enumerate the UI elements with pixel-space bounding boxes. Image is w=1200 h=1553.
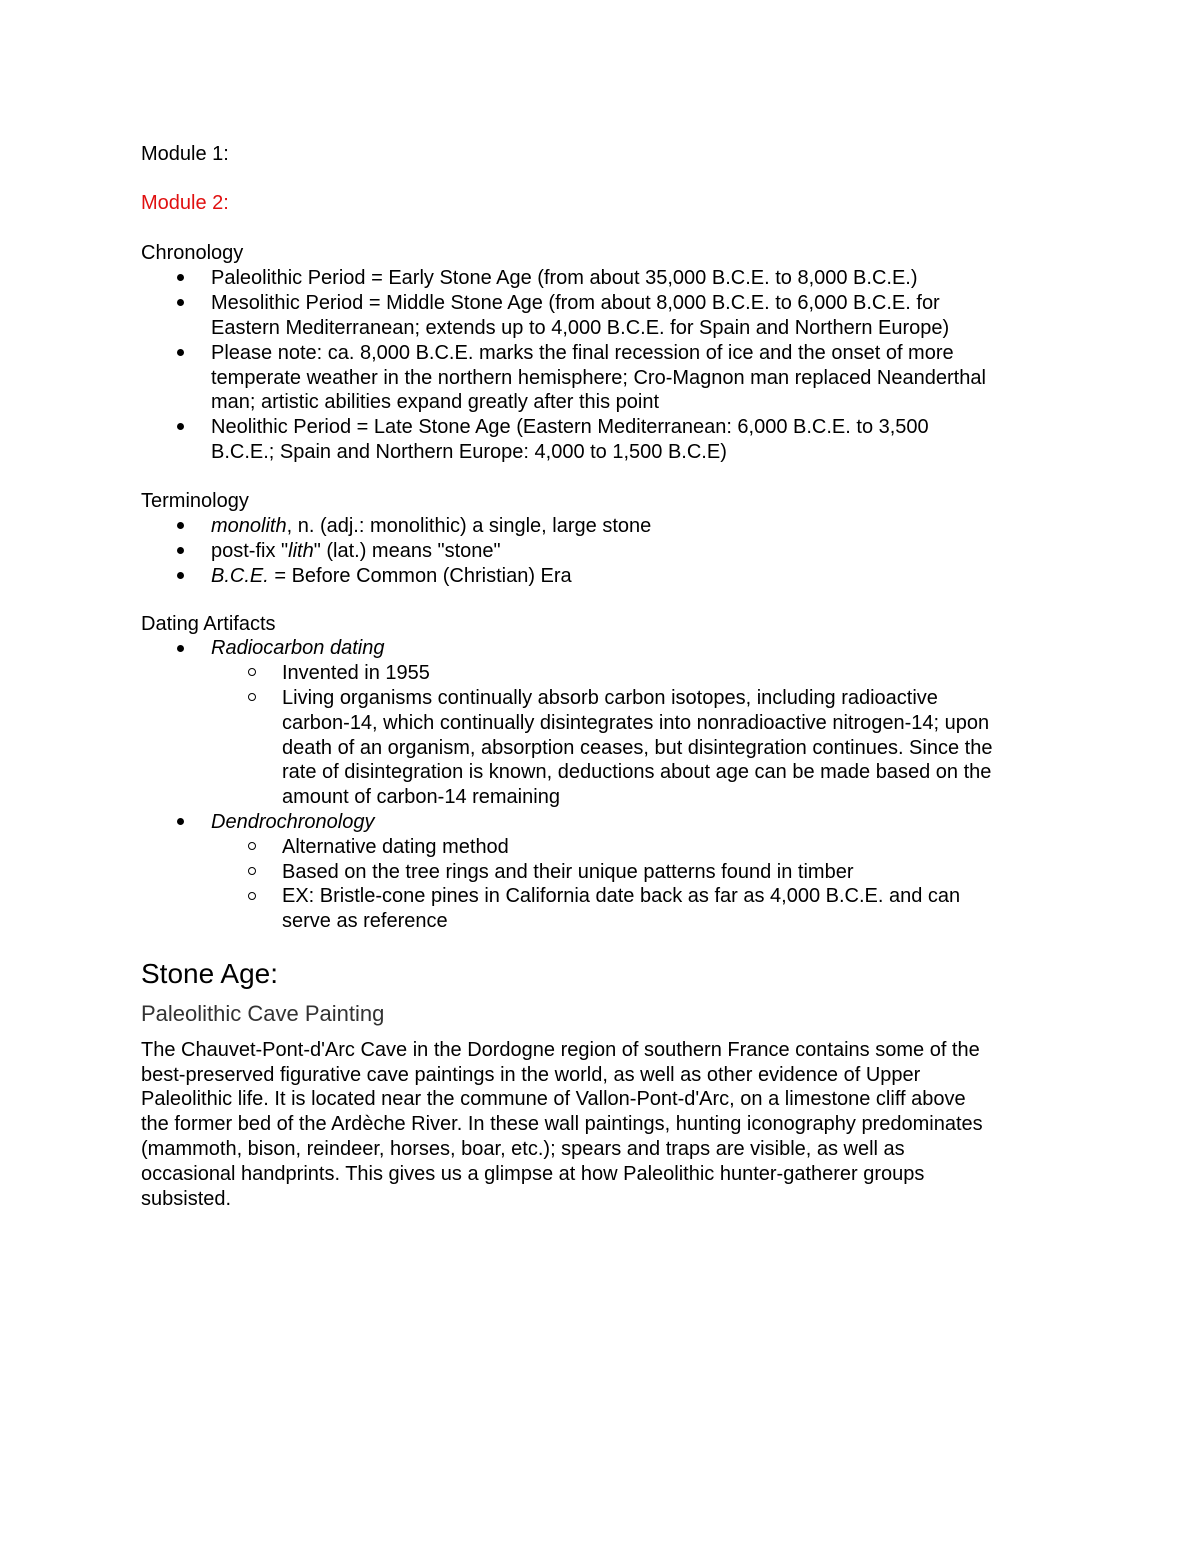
stone-age-heading: Stone Age: <box>141 958 279 989</box>
circle-bullet-icon <box>248 693 256 701</box>
paragraph-line-3: Paleolithic life. It is located near the commune of Vallon-Pont-d'Arc, on a limestone cliff above <box>141 1088 966 1110</box>
radiocarbon-sub-2-line-5: amount of carbon-14 remaining <box>282 786 560 808</box>
bullet-icon <box>177 349 184 356</box>
radiocarbon-term: Radiocarbon dating <box>211 637 385 659</box>
dating-heading: Dating Artifacts <box>141 613 276 635</box>
dendro-sub-3-line-2: serve as reference <box>282 910 448 932</box>
dendro-label <box>211 810 374 835</box>
circle-bullet-icon <box>248 892 256 900</box>
chronology-item-1-line-1: Paleolithic Period = Early Stone Age (from about 35,000 B.C.E. to 8,000 B.C.E.) <box>211 267 918 289</box>
chronology-item-4-line-2: B.C.E.; Spain and Northern Europe: 4,000 to 1,500 B.C.E) <box>211 441 727 463</box>
paragraph-line-4: the former bed of the Ardèche River. In these wall paintings, hunting iconography predominates <box>141 1113 983 1135</box>
bullet-icon <box>177 572 184 579</box>
radiocarbon-sub-2-line-2: carbon-14, which continually disintegrates into nonradioactive nitrogen-14; upon <box>282 712 990 734</box>
dendro-sub-3-line-1: EX: Bristle-cone pines in California date back as far as 4,000 B.C.E. and can <box>282 885 961 907</box>
bullet-icon <box>177 423 184 430</box>
term-lith-definition: " (lat.) means "stone" <box>313 540 501 562</box>
dendro-sub-2: Based on the tree rings and their unique patterns found in timber <box>282 861 854 883</box>
bullet-icon <box>177 818 184 825</box>
chronology-item-3-line-3: man; artistic abilities expand greatly after this point <box>211 391 659 413</box>
bullet-icon <box>177 274 184 281</box>
radiocarbon-label <box>211 636 384 661</box>
term-lith: lith <box>288 540 314 562</box>
term-bce-definition: = Before Common (Christian) Era <box>268 565 572 587</box>
circle-bullet-icon <box>248 668 256 676</box>
circle-bullet-icon <box>248 842 256 850</box>
paragraph-line-1: The Chauvet-Pont-d'Arc Cave in the Dordogne region of southern France contains some of the <box>141 1039 980 1061</box>
paragraph-line-2: best-preserved figurative cave paintings in the world, as well as other evidence of Upper <box>141 1064 921 1086</box>
term-bce: B.C.E. <box>211 565 269 587</box>
cave-painting-subheading: Paleolithic Cave Painting <box>141 1001 385 1026</box>
term-lith-prefix: post-fix " <box>211 540 289 562</box>
chronology-item-2-line-1: Mesolithic Period = Middle Stone Age (from about 8,000 B.C.E. to 6,000 B.C.E. for <box>211 292 940 314</box>
term-monolith: monolith <box>211 515 287 537</box>
bullet-icon <box>177 645 184 652</box>
module-2-label: Module 2: <box>141 192 229 214</box>
terminology-heading: Terminology <box>141 490 249 512</box>
terminology-item-lith <box>211 539 501 564</box>
module-1-label: Module 1: <box>141 143 229 165</box>
chronology-item-2-line-2: Eastern Mediterranean; extends up to 4,000 B.C.E. for Spain and Northern Europe) <box>211 317 950 339</box>
bullet-icon <box>177 547 184 554</box>
chronology-item-3-line-1: Please note: ca. 8,000 B.C.E. marks the final recession of ice and the onset of more <box>211 342 954 364</box>
circle-bullet-icon <box>248 867 256 875</box>
terminology-item-monolith <box>211 514 651 539</box>
chronology-item-4-line-1: Neolithic Period = Late Stone Age (Eastern Mediterranean: 6,000 B.C.E. to 3,500 <box>211 416 929 438</box>
radiocarbon-sub-1: Invented in 1955 <box>282 662 430 684</box>
dendro-term: Dendrochronology <box>211 811 375 833</box>
bullet-icon <box>177 522 184 529</box>
radiocarbon-sub-2-line-3: death of an organism, absorption ceases, but disintegration continues. Since the <box>282 737 993 759</box>
terminology-item-bce <box>211 564 572 589</box>
term-monolith-definition: , n. (adj.: monolithic) a single, large stone <box>286 515 652 537</box>
radiocarbon-sub-2-line-1: Living organisms continually absorb carbon isotopes, including radioactive <box>282 687 938 709</box>
paragraph-line-7: subsisted. <box>141 1188 232 1210</box>
chronology-item-3-line-2: temperate weather in the northern hemisphere; Cro-Magnon man replaced Neanderthal <box>211 367 986 389</box>
paragraph-line-5: (mammoth, bison, reindeer, horses, boar, etc.); spears and traps are visible, as well as <box>141 1138 905 1160</box>
bullet-icon <box>177 299 184 306</box>
chronology-heading: Chronology <box>141 242 244 264</box>
paragraph-line-6: occasional handprints. This gives us a glimpse at how Paleolithic hunter-gatherer groups <box>141 1163 925 1185</box>
radiocarbon-sub-2-line-4: rate of disintegration is known, deductions about age can be made based on the <box>282 761 992 783</box>
dendro-sub-1: Alternative dating method <box>282 836 509 858</box>
